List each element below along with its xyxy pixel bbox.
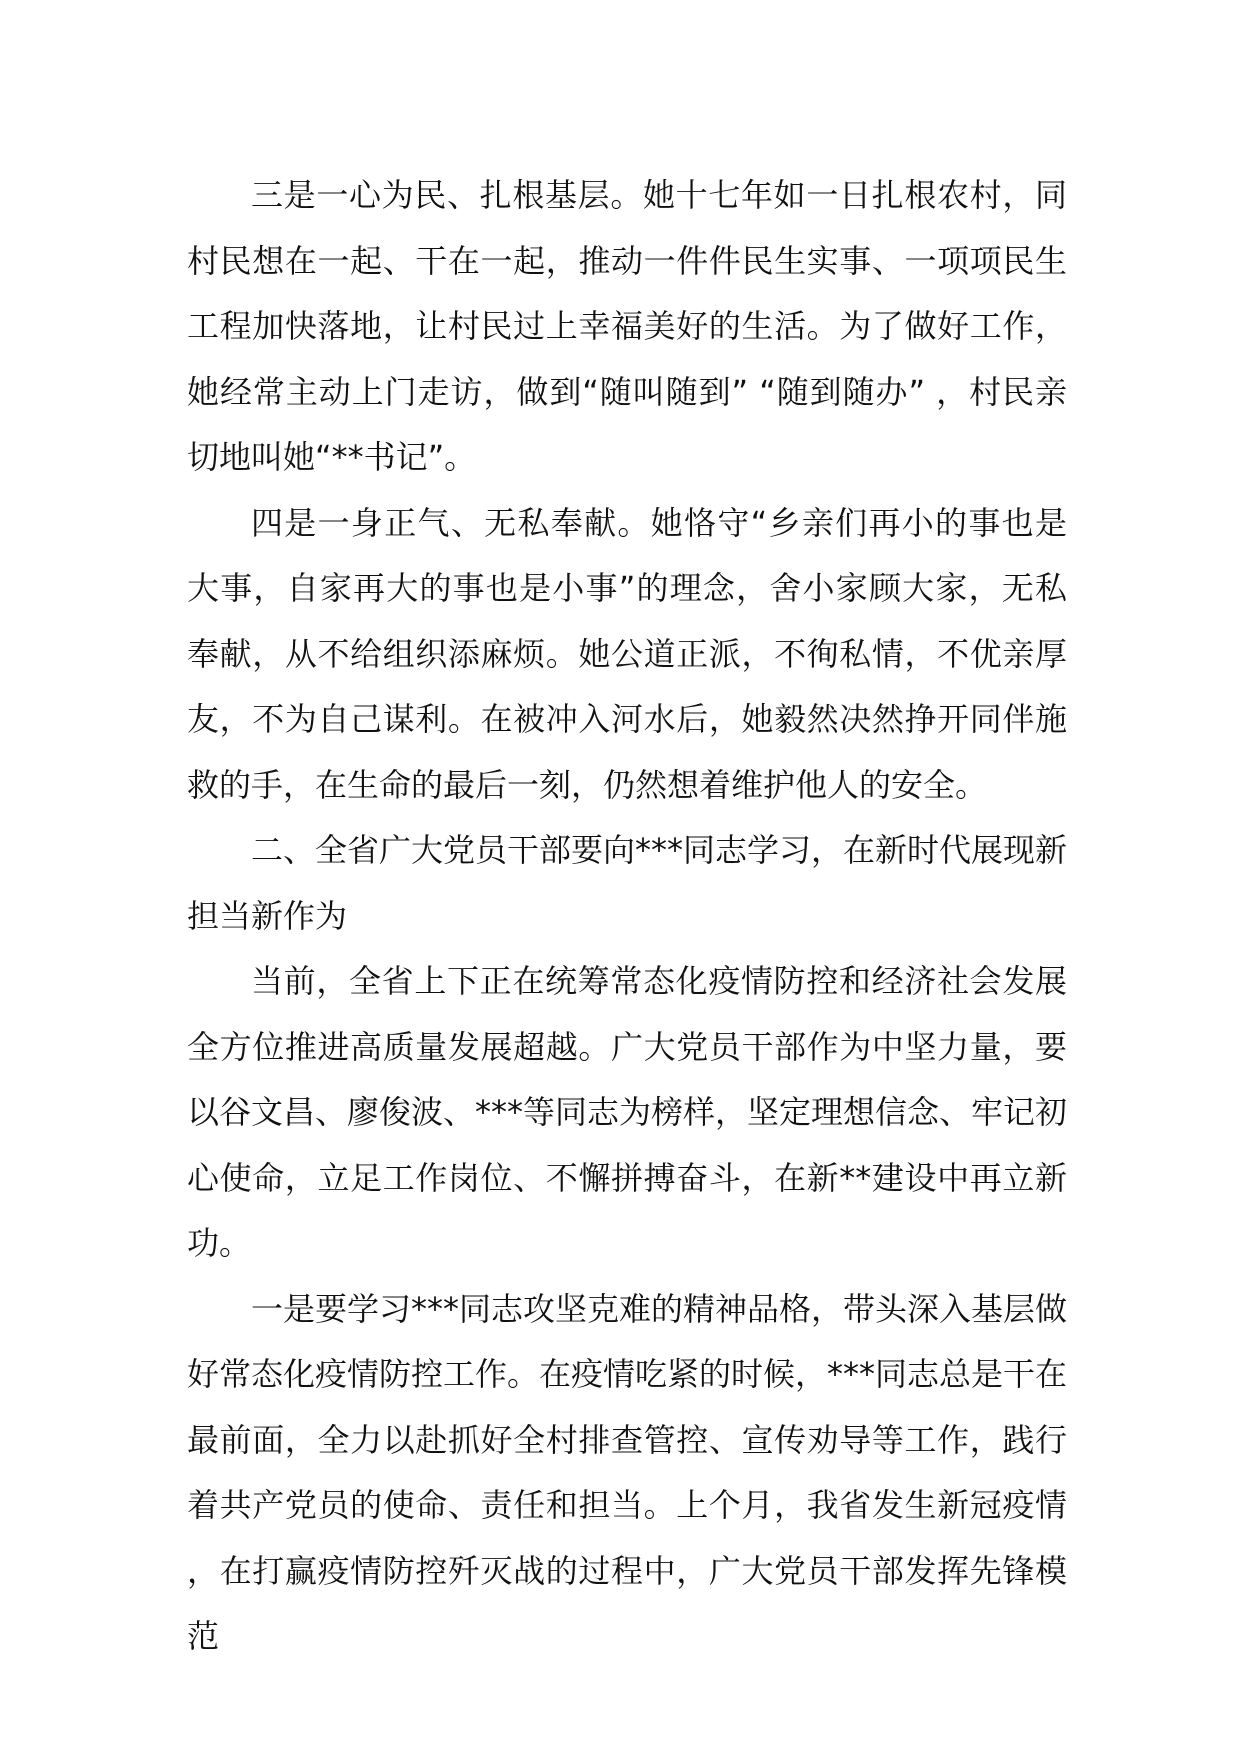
paragraph-three-is-serving-people: 三是一心为民、扎根基层。她十七年如一日扎根农村，同村民想在一起、干在一起，推动一件件民生实事、一项项民生工程加快落地，让村民过上幸福美好的生活。为了做好工作，她经常主动上门走访，做到“随叫随到” “随到随办” ，村民亲切地叫她“**书记”。: [187, 176, 1067, 476]
paragraph-four-is-integrity: 四是一身正气、无私奉献。她恪守“乡亲们再小的事也是大事，自家再大的事也是小事”的理念，舍小家顾大家，无私奉献，从不给组织添麻烦。她公道正派，不徇私情，不优亲厚友，不为自己谋利。在被冲入河水后，她毅然决然挣开同伴施救的手，在生命的最后一刻，仍然想着维护他人的安全。: [187, 503, 1067, 804]
paragraph-one-is-learn-spirit: 一是要学习***同志攻坚克难的精神品格，带头深入基层做好常态化疫情防控工作。在疫情吃紧的时候，***同志总是干在最前面，全力以赴抓好全村排查管控、宣传劝导等工作，践行着共产党员的使命、责任和担当。上个月，我省发生新冠疫情，在打赢疫情防控歼灭战的过程中，广大党员干部发挥先锋模范: [187, 1289, 1068, 1655]
document-body: [187, 163, 1067, 1670]
paragraph-current-situation: 当前，全省上下正在统筹常态化疫情防控和经济社会发展全方位推进高质量发展超越。广大党员干部作为中坚力量，要以谷文昌、廖俊波、***等同志为榜样，坚定理想信念、牢记初心使命，立足工作岗位、不懈拼搏奋斗，在新**建设中再立新功。: [187, 962, 1068, 1262]
section-heading-two: 二、全省广大党员干部要向***同志学习，在新时代展现新担当新作为: [187, 831, 1068, 935]
